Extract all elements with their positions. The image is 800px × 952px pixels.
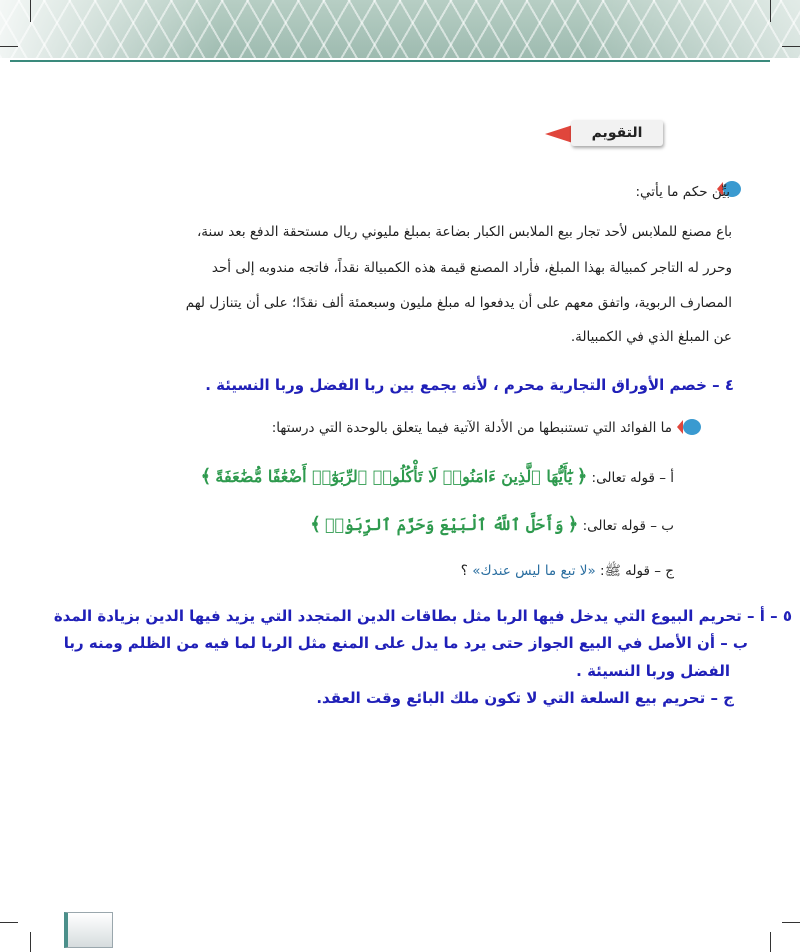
ornate-bracket-open-icon: ﴿: [576, 466, 588, 487]
ornate-bracket-close-icon: ﴾: [310, 514, 321, 535]
question-5-item-a: [30, 466, 674, 487]
page-number-box: [64, 912, 113, 948]
crop-mark-top-left: [30, 0, 31, 22]
item-b-verse: وَأَحَلَّ ٱللَّهُ ٱلْبَيْعَ وَحَرَّمَ ٱلرِّبَوٰا۟: [325, 515, 564, 534]
crop-mark-left: [0, 46, 18, 47]
crop-mark-bottom-right-h: [782, 922, 800, 923]
item-c-suffix: ؟: [460, 563, 468, 579]
crop-mark-right: [782, 46, 800, 47]
item-c-prefix: ج – قوله ﷺ:: [600, 563, 674, 579]
item-a-prefix: أ – قوله تعالى:: [591, 470, 674, 486]
question-badge-icon: [676, 418, 702, 436]
question-4-prompt: بيِّن حكم ما يأتي:: [635, 184, 730, 200]
crop-mark-bottom-left-h: [0, 922, 18, 923]
answer-5-b-cont: الفضل وربا النسيئة .: [576, 662, 730, 680]
section-tab-evaluation: [545, 120, 663, 148]
question-5-item-b: [30, 514, 674, 535]
header-band-fade: [0, 0, 800, 58]
crop-mark-bottom-left: [30, 932, 31, 952]
question-4-line-1: باع مصنع للملابس لأحد تجار بيع الملابس الكبار بضاعة بمبلغ مليوني ريال مستحقة الدفع بعد سنة،: [196, 224, 732, 240]
item-a-verse: يَٰٓأَيُّهَا ٱلَّذِينَ ءَامَنُوا۟ لَا تَأْكُلُوا۟ ٱلرِّبَوٰٓا۟ أَضْعَٰفًا مُّضَٰعَفَةً: [215, 467, 573, 486]
answer-4: ٤ – خصم الأوراق التجارية محرم ، لأنه يجمع بين ربا الفضل وربا النسيئة .: [205, 376, 734, 394]
item-b-prefix: ب – قوله تعالى:: [582, 518, 674, 534]
header-rule: [10, 60, 770, 62]
ornate-bracket-open-icon: ﴿: [567, 514, 579, 535]
answer-5-a: ٥ – أ – تحريم البيوع التي يدخل فيها الربا مثل بطاقات الدين المتجدد التي يزيد فيها الدين بزيادة المدة: [53, 607, 792, 625]
question-5-item-c: [30, 562, 674, 582]
section-title: التقويم: [571, 120, 663, 146]
crop-mark-bottom-right: [770, 932, 771, 952]
answer-5-c: ج – تحريم بيع السلعة التي لا تكون ملك البائع وقت العقد.: [316, 689, 734, 707]
crop-mark-top-right: [770, 0, 771, 22]
question-5-prompt: ما الفوائد التي تستنبطها من الأدلة الآتية فيما يتعلق بالوحدة التي درستها:: [271, 420, 672, 436]
ornate-bracket-close-icon: ﴾: [200, 466, 212, 487]
question-4-line-3: المصارف الربوية، واتفق معهم على أن يدفعوا له مبلغ مليون وسبعمئة ألف نقدًا؛ على أن يتنازل لهم: [185, 295, 732, 311]
item-c-hadith: «لا تبع ما ليس عندك»: [472, 563, 596, 579]
answer-5-b: ب – أن الأصل في البيع الجواز حتى يرد ما يدل على المنع مثل الربا لما فيه من الظلم ومنه ربا: [63, 634, 748, 652]
question-4-line-4: عن المبلغ الذي في الكمبيالة.: [570, 329, 732, 345]
question-4-line-2: وحرر له التاجر كمبيالة بهذا المبلغ، فأراد المصنع قيمة هذه الكمبيالة نقداً، فاتجه مندوبه إلى أحد: [211, 260, 732, 276]
